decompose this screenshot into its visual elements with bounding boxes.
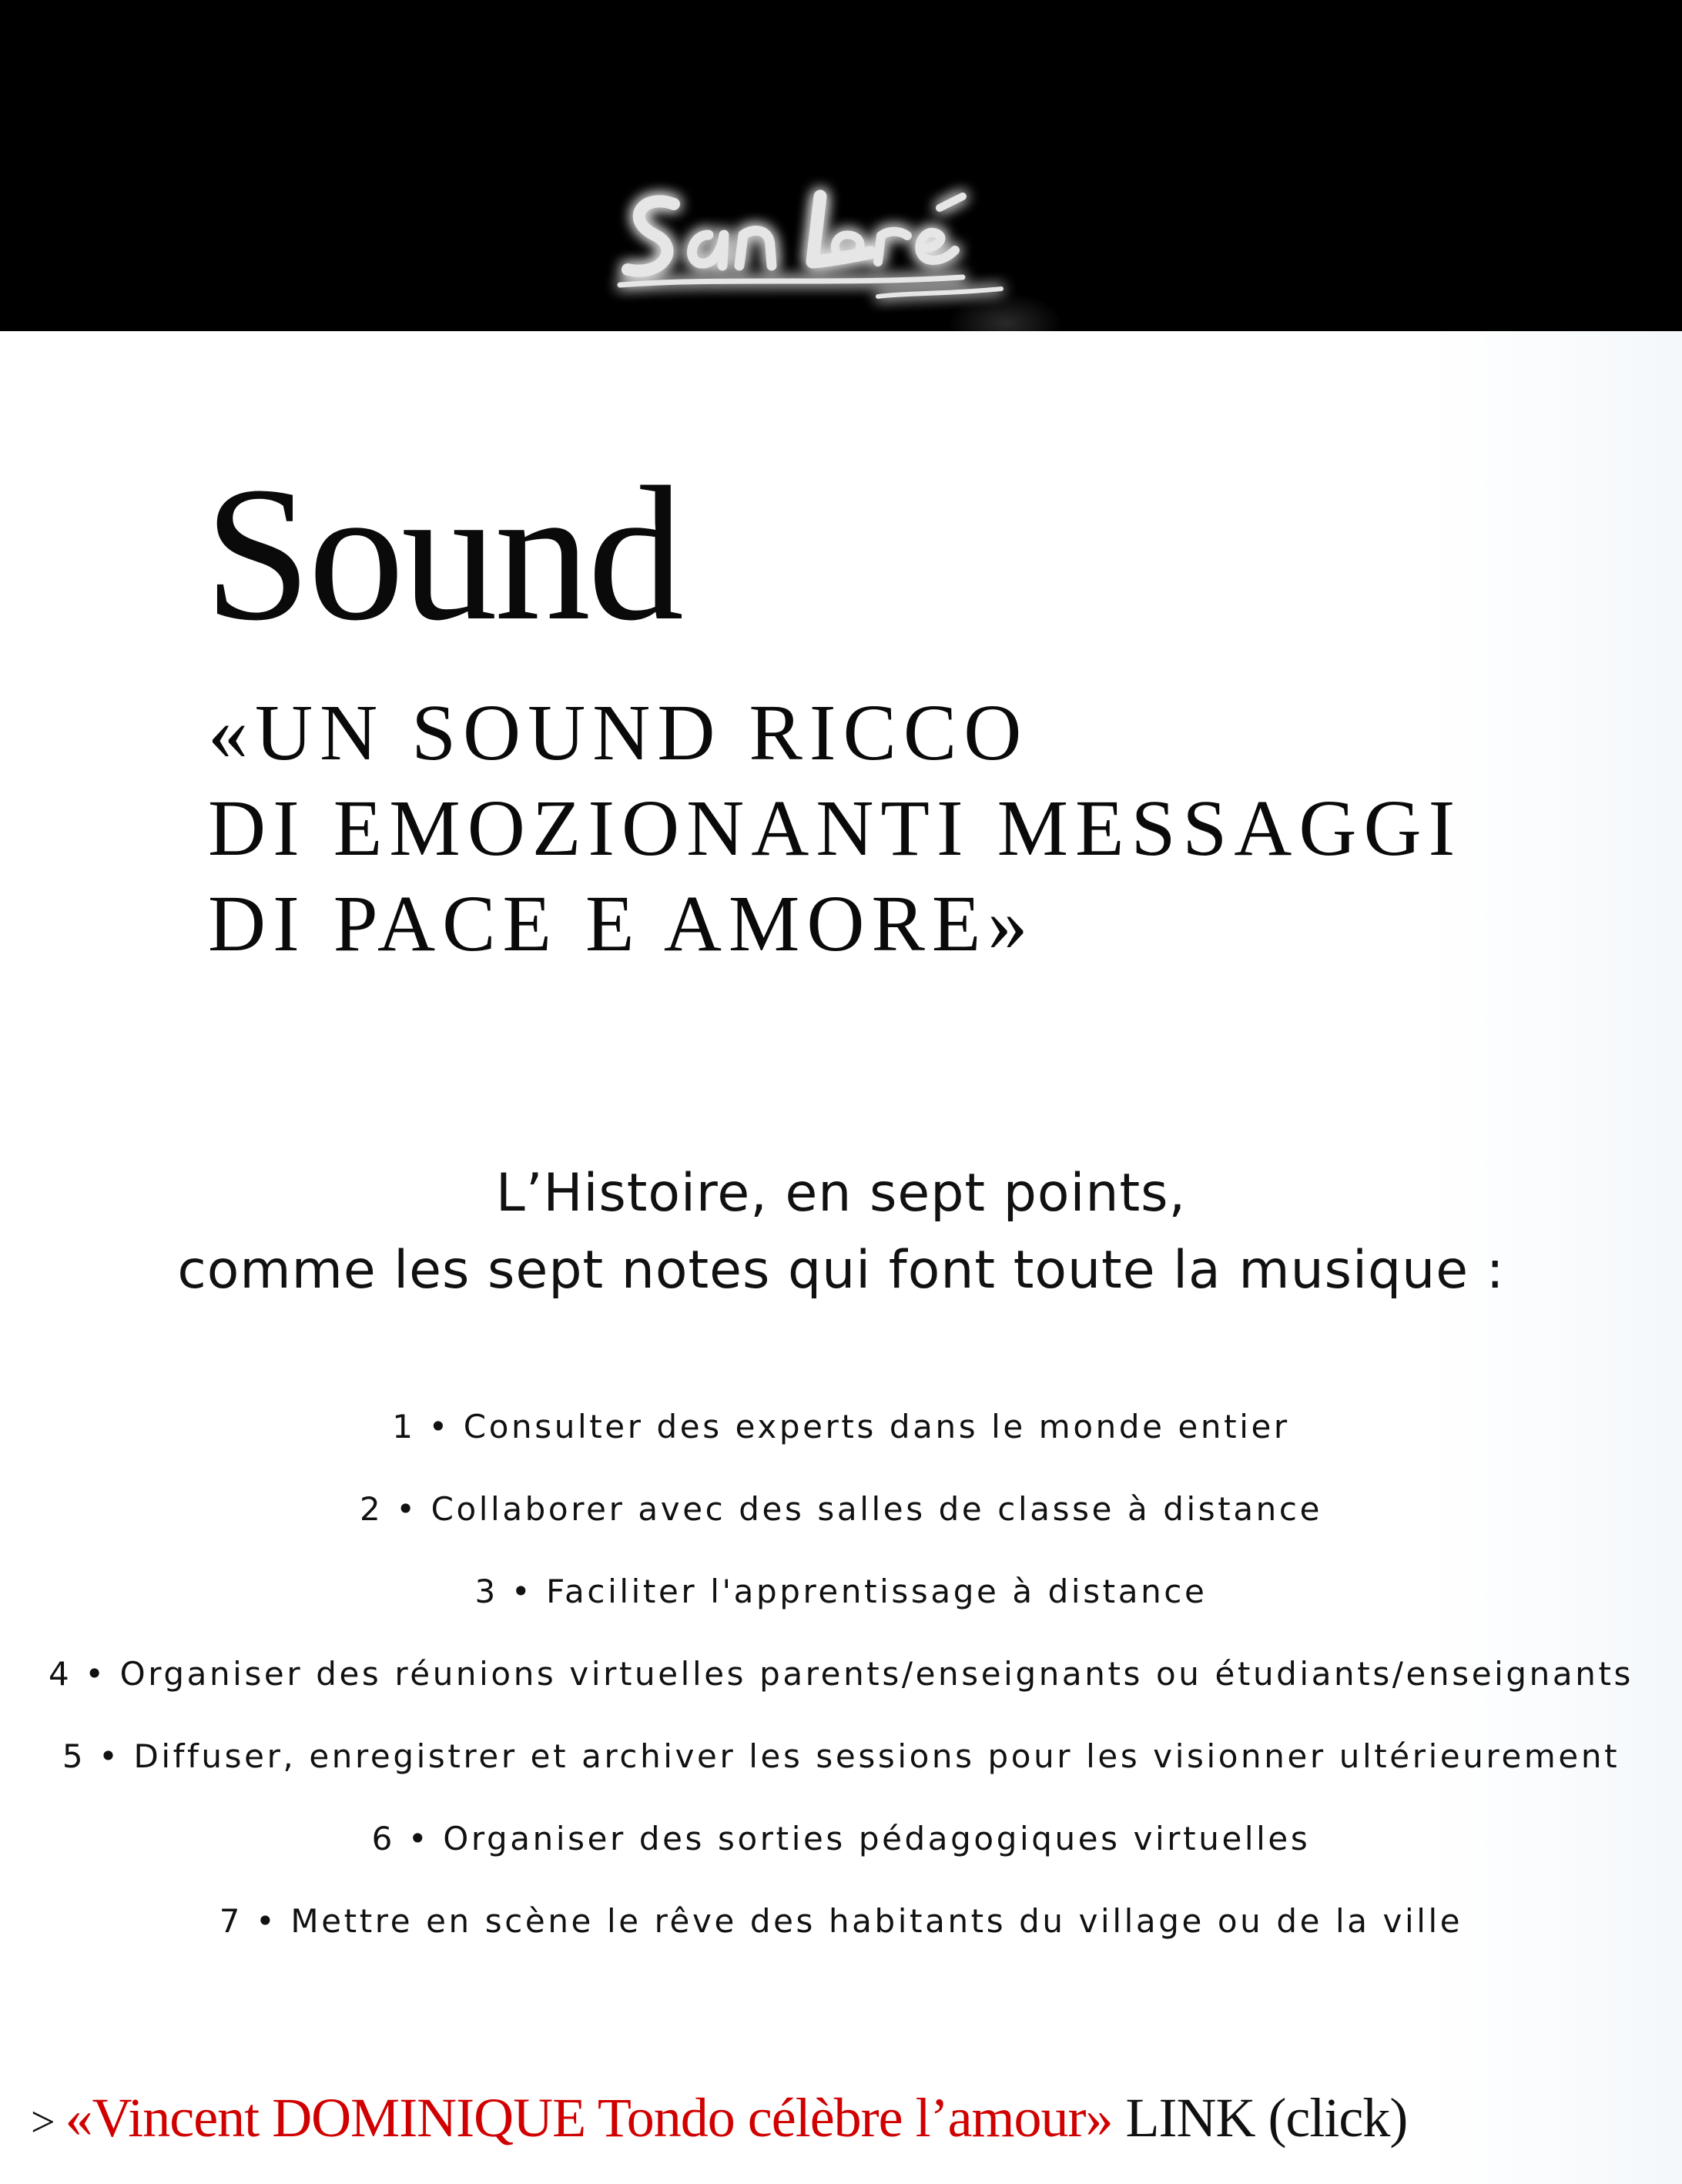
footer-link-row [31, 2079, 1679, 2161]
link-label[interactable]: LINK [1125, 2087, 1255, 2149]
header-banner [0, 0, 1682, 331]
quote-line: DI PACE E AMORE» [208, 879, 1035, 968]
link-prefix-caret: > [31, 2099, 55, 2146]
quote-line: «UN SOUND RICCO [208, 688, 1029, 777]
vincent-dominique-link-title[interactable]: «Vincent DOMINIQUE Tondo célèbre l’amour» [65, 2087, 1113, 2149]
list-item: 5 • Diffuser, enregistrer et archiver les sessions pour les visionner ultérieurement [62, 1737, 1620, 1775]
san-lore-logo[interactable] [601, 162, 1032, 316]
list-item: 1 • Consulter des experts dans le monde entier [392, 1408, 1290, 1445]
list-item: 2 • Collaborer avec des salles de classe à distance [359, 1490, 1323, 1528]
page-title: Sound [204, 447, 682, 661]
intro-line: L’Histoire, en sept points, [495, 1163, 1187, 1224]
section-intro [0, 1155, 1682, 1309]
click-label[interactable]: (click) [1268, 2087, 1408, 2149]
intro-line: comme les sept notes qui font toute la musique : [177, 1240, 1505, 1301]
quote-line: DI EMOZIONANTI MESSAGGI [208, 784, 1463, 873]
list-item: 6 • Organiser des sorties pédagogiques virtuelles [371, 1820, 1311, 1857]
list-item: 4 • Organiser des réunions virtuelles parents/enseignants ou étudiants/enseignants [48, 1655, 1633, 1693]
list-item: 7 • Mettre en scène le rêve des habitants du village ou de la ville [219, 1902, 1463, 1940]
tagline-quote [208, 685, 1462, 972]
seven-points-list [0, 1398, 1682, 1975]
signature-logo-icon [601, 162, 1032, 316]
list-item: 3 • Faciliter l'apprentissage à distance [474, 1573, 1208, 1610]
